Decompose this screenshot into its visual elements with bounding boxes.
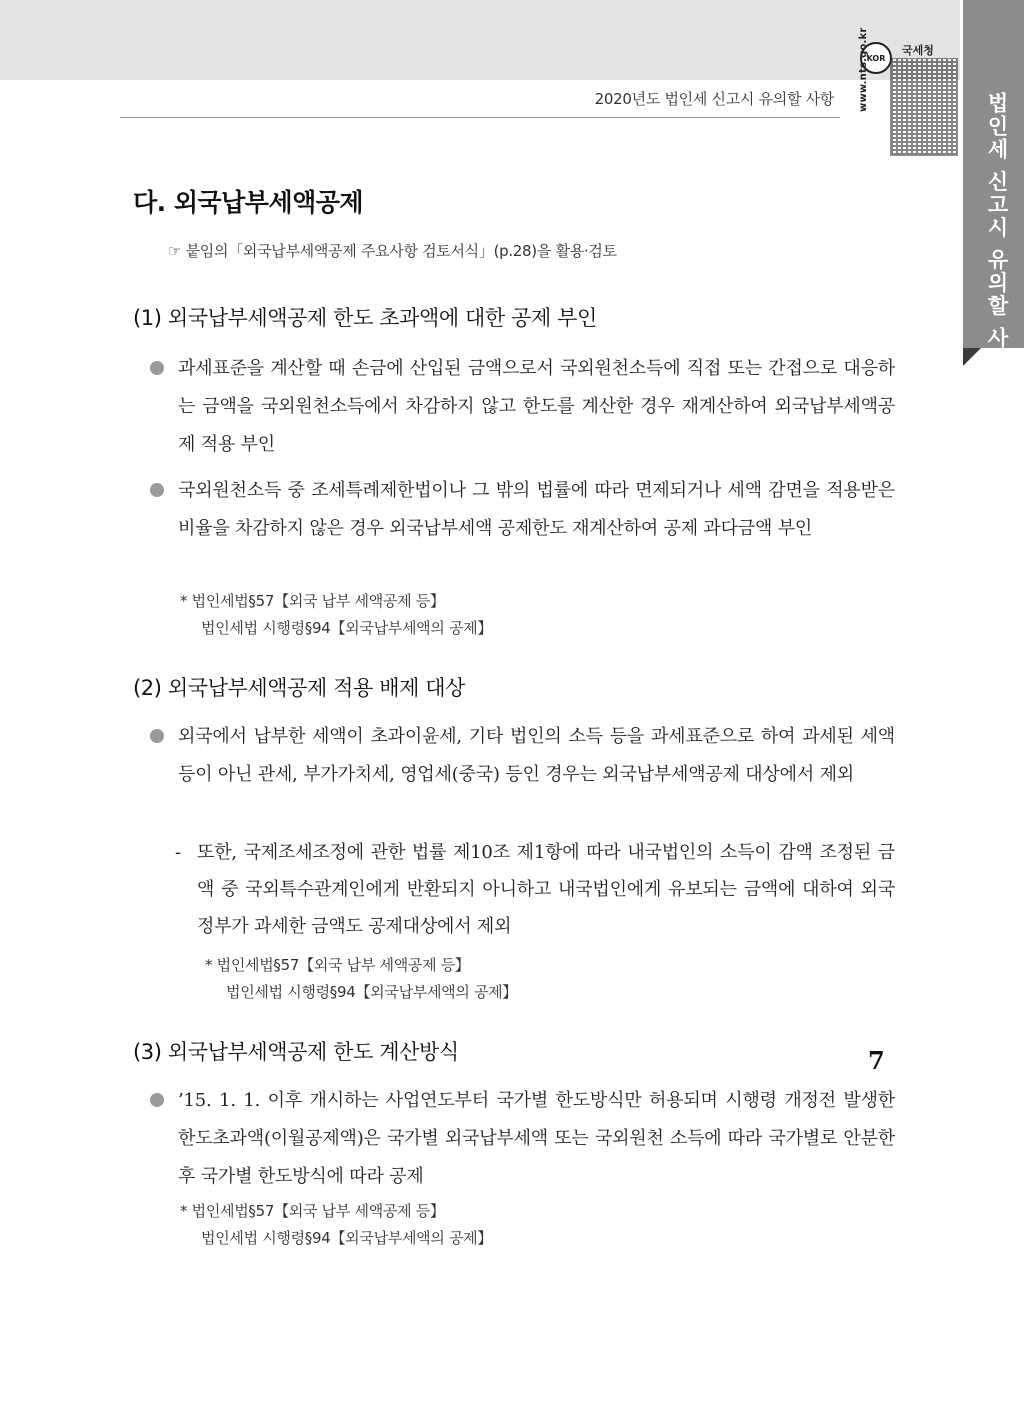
bullet-item — [150, 718, 895, 794]
side-tab-fold — [963, 348, 981, 366]
subsection-heading-1: (1) 외국납부세액공제 한도 초과액에 대한 공제 부인 — [133, 306, 597, 330]
legal-reference — [205, 952, 517, 1006]
reference-line: 법인세법 시행령§94【외국납부세액의 공제】 — [226, 983, 518, 1001]
bullet-text: ’15. 1. 1. 이후 개시하는 사업연도부터 국가별 한도방식만 허용되며 시행령 개정전 발생한 한도초과액(이월공제액)은 국가별 외국납부세액 또는 국외원천 소득에 따라 국가별로 안분한 후 국가별 한도방식에 따라 공제 — [178, 1090, 895, 1187]
bullet-text: 외국에서 납부한 세액이 초과이윤세, 기타 법인의 소득 등을 과세표준으로 하여 과세된 세액 등이 아닌 관세, 부가가치세, 영업세(중국) 등인 경우는 외국납부세액공제 대상에서 제외 — [178, 726, 895, 785]
bullet-dot-icon — [150, 361, 164, 375]
qr-code-icon — [890, 58, 958, 156]
nts-logo-block — [858, 27, 958, 158]
bullet-text: 과세표준을 계산할 때 손금에 산입된 금액으로서 국외원천소득에 직접 또는 간접으로 대응하는 금액을 국외원천소득에서 차감하지 않고 한도를 계산한 경우 재계산하여 외국납부세액공제 적용 부인 — [178, 358, 895, 455]
header-divider — [120, 117, 840, 118]
subsection-heading-2: (2) 외국납부세액공제 적용 배제 대상 — [133, 676, 466, 700]
side-chapter-label: 법인세 신고시 유의할 사항 — [985, 92, 1009, 373]
bullet-text: 국외원천소득 중 조세특례제한법이나 그 밖의 법률에 따라 면제되거나 세액 감면을 적용받은 비율을 차감하지 않은 경우 외국납부세액 공제한도 재계산하여 공제 과다금액 부인 — [178, 480, 895, 539]
top-band — [0, 0, 960, 80]
page-number: 7 — [868, 1046, 885, 1075]
legal-reference — [180, 1198, 492, 1252]
dash-mark: - — [175, 842, 182, 863]
reference-line: 법인세법 시행령§94【외국납부세액의 공제】 — [201, 1229, 493, 1247]
bullet-dot-icon — [150, 1093, 164, 1107]
reference-line: * 법인세법§57【외국 납부 세액공제 등】 — [180, 1202, 445, 1220]
reference-line: * 법인세법§57【외국 납부 세액공제 등】 — [205, 956, 470, 974]
reference-line: * 법인세법§57【외국 납부 세액공제 등】 — [180, 592, 445, 610]
section-title: 다. 외국납부세액공제 — [133, 188, 364, 217]
bullet-item — [150, 472, 895, 548]
subsection-heading-3: (3) 외국납부세액공제 한도 계산방식 — [133, 1040, 459, 1064]
bullet-dot-icon — [150, 483, 164, 497]
bullet-item — [150, 1082, 895, 1196]
bullet-dot-icon — [150, 729, 164, 743]
section-note: ☞ 붙임의「외국납부세액공제 주요사항 검토서식」(p.28)을 활용·검토 — [168, 242, 617, 260]
logo-url: www.nts.go.kr — [858, 27, 869, 112]
running-header: 2020년도 법인세 신고시 유의할 사항 — [594, 90, 834, 108]
kor-badge-icon: KOR — [860, 42, 892, 74]
logo-name: 국세청 — [902, 44, 934, 57]
reference-line: 법인세법 시행령§94【외국납부세액의 공제】 — [201, 619, 493, 637]
bullet-item — [150, 350, 895, 464]
legal-reference — [180, 588, 492, 642]
dash-item — [175, 834, 895, 945]
dash-text: 또한, 국제조세조정에 관한 법률 제10조 제1항에 따라 내국법인의 소득이 감액 조정된 금액 중 국외특수관계인에게 반환되지 아니하고 내국법인에게 유보되는 금액에 대하여 외국정부가 과세한 금액도 공제대상에서 제외 — [197, 842, 895, 937]
